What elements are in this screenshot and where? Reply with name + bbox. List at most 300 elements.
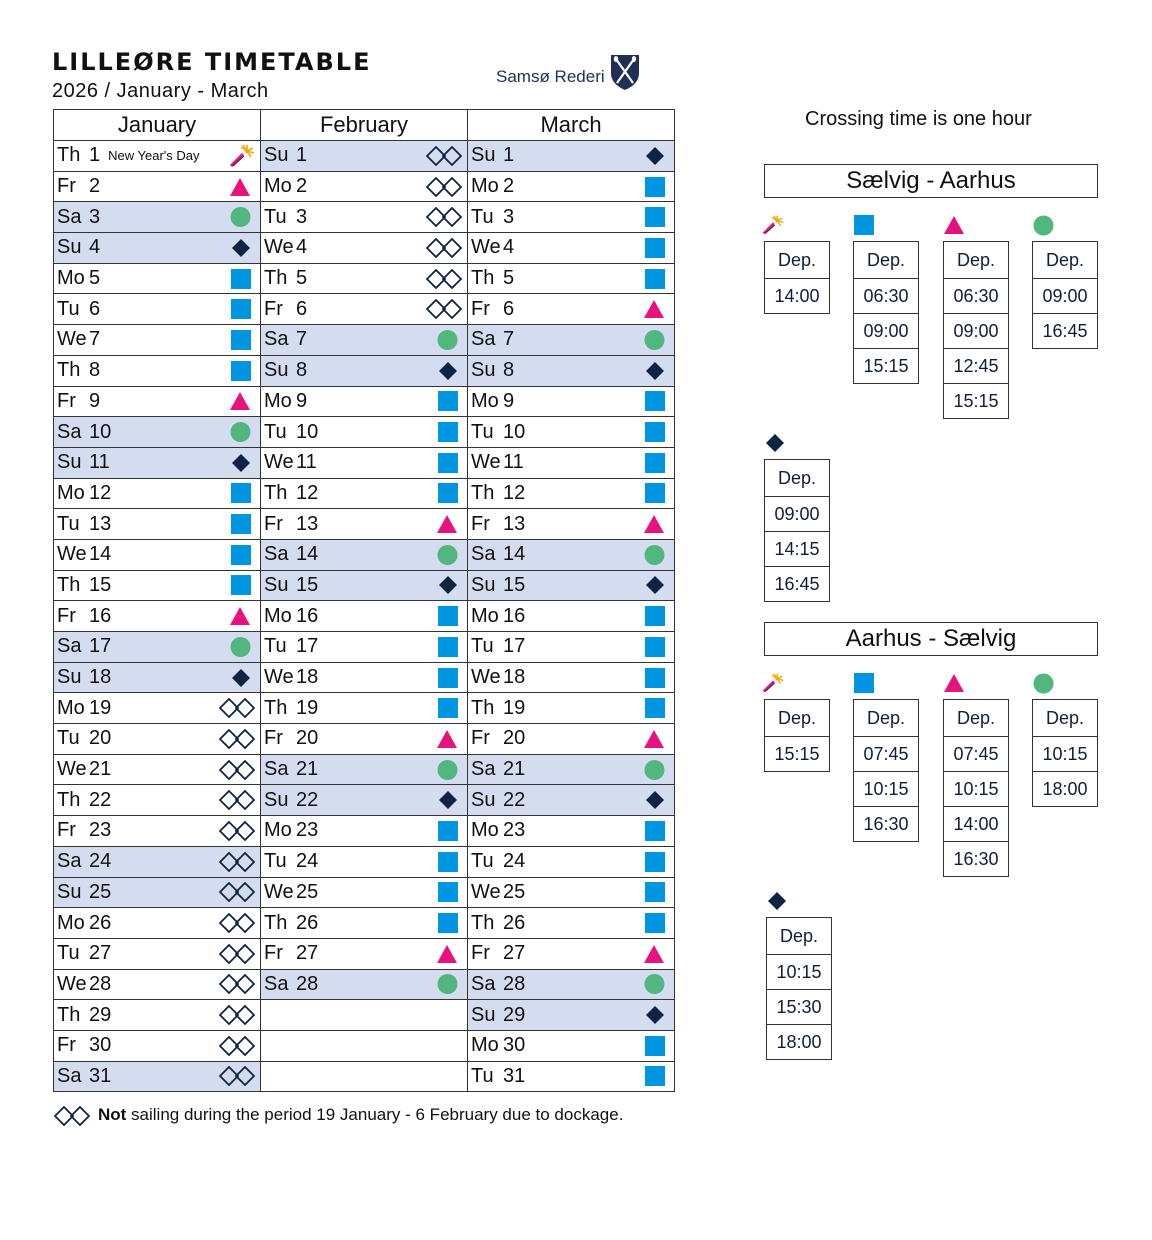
day-number: 19	[503, 696, 526, 719]
departure-time: 07:45	[854, 737, 919, 772]
day-number: 14	[296, 543, 319, 566]
not-sailing-icon	[219, 821, 255, 841]
departure-header: Dep.	[765, 460, 830, 497]
diamond-icon	[438, 361, 458, 381]
square-icon	[231, 361, 251, 381]
day-number: 16	[296, 604, 319, 627]
square-icon	[645, 1036, 665, 1056]
day-number: 22	[89, 788, 112, 811]
not-sailing-icon	[426, 177, 462, 197]
day-number: 4	[89, 236, 101, 259]
circle-icon	[644, 759, 665, 780]
square-icon	[645, 207, 665, 227]
weekday-label: Sa	[471, 758, 496, 781]
square-icon	[645, 668, 665, 688]
day-number: 24	[89, 850, 112, 873]
diamond-icon	[231, 453, 251, 473]
weekday-label: Fr	[471, 512, 490, 535]
departure-header: Dep.	[1033, 242, 1098, 279]
empty-day-cell	[261, 1030, 468, 1061]
day-number: 28	[503, 972, 526, 995]
square-icon	[645, 637, 665, 657]
weekday-label: We	[471, 880, 501, 903]
day-number: 23	[503, 819, 526, 842]
calendar-row	[54, 539, 675, 570]
day-cell	[54, 662, 261, 693]
triangle-icon	[229, 391, 251, 411]
calendar-row	[54, 570, 675, 601]
day-number: 16	[503, 604, 526, 627]
departure-time: 18:00	[767, 1025, 832, 1060]
departure-time: 16:45	[1033, 314, 1098, 349]
calendar-row	[54, 724, 675, 755]
triangle-icon	[643, 944, 665, 964]
day-number: 7	[296, 328, 308, 351]
departure-time: 14:00	[944, 807, 1009, 842]
day-cell	[468, 417, 675, 448]
departure-time: 15:30	[767, 990, 832, 1025]
day-number: 2	[89, 175, 101, 198]
day-number: 21	[503, 758, 526, 781]
day-cell	[468, 478, 675, 509]
square-icon	[645, 483, 665, 503]
weekday-label: Su	[264, 359, 289, 382]
day-cell	[54, 355, 261, 386]
day-cell	[468, 171, 675, 202]
weekday-label: Tu	[471, 205, 494, 228]
day-number: 6	[89, 297, 101, 320]
day-cell	[468, 141, 675, 172]
day-cell	[261, 202, 468, 233]
day-cell	[468, 202, 675, 233]
day-number: 22	[296, 788, 319, 811]
not-sailing-icon	[426, 207, 462, 227]
weekday-label: Tu	[57, 942, 80, 965]
departure-header: Dep.	[854, 242, 919, 279]
day-number: 28	[89, 972, 112, 995]
circle-icon	[644, 974, 665, 995]
day-number: 31	[89, 1064, 112, 1087]
day-number: 5	[89, 267, 101, 290]
weekday-label: Su	[471, 573, 496, 596]
weekday-label: Fr	[471, 727, 490, 750]
day-cell	[54, 417, 261, 448]
day-cell	[468, 386, 675, 417]
weekday-label: Th	[471, 267, 495, 290]
departure-time: 16:45	[765, 567, 830, 602]
weekday-label: Fr	[57, 604, 76, 627]
day-cell	[54, 816, 261, 847]
weekday-label: Su	[57, 666, 82, 689]
square-icon	[645, 852, 665, 872]
day-cell	[54, 447, 261, 478]
weekday-label: We	[57, 758, 87, 781]
day-cell	[468, 785, 675, 816]
day-number: 3	[89, 205, 101, 228]
weekday-label: Su	[57, 880, 82, 903]
fireworks-icon	[762, 214, 784, 236]
day-number: 3	[296, 205, 308, 228]
not-sailing-icon	[426, 269, 462, 289]
circle-icon	[437, 759, 458, 780]
day-cell	[468, 724, 675, 755]
departure-header: Dep.	[854, 700, 919, 737]
circle-icon	[644, 329, 665, 350]
calendar-row	[54, 662, 675, 693]
weekday-label: Tu	[264, 205, 287, 228]
weekday-label: Tu	[471, 635, 494, 658]
calendar-row	[54, 233, 675, 264]
day-cell	[468, 816, 675, 847]
departure-header: Dep.	[767, 918, 832, 955]
day-number: 17	[503, 635, 526, 658]
weekday-label: Mo	[264, 389, 292, 412]
weekday-label: Sa	[57, 1064, 82, 1087]
departure-header: Dep.	[765, 242, 830, 279]
day-cell	[261, 693, 468, 724]
day-number: 24	[503, 850, 526, 873]
weekday-label: Th	[471, 481, 495, 504]
departure-time: 06:30	[854, 279, 919, 314]
calendar-row	[54, 938, 675, 969]
weekday-label: Su	[264, 573, 289, 596]
brand-logo	[496, 53, 641, 96]
calendar-row	[54, 202, 675, 233]
day-number: 26	[89, 911, 112, 934]
weekday-label: Mo	[471, 1034, 499, 1057]
day-number: 17	[89, 635, 112, 658]
calendar-row	[54, 785, 675, 816]
square-icon	[438, 698, 458, 718]
day-cell	[261, 908, 468, 939]
departure-time: 14:00	[765, 279, 830, 314]
day-number: 5	[296, 267, 308, 290]
day-number: 13	[296, 512, 319, 535]
day-cell	[54, 141, 261, 172]
day-cell	[261, 417, 468, 448]
not-sailing-icon	[219, 882, 255, 902]
day-number: 18	[89, 666, 112, 689]
day-number: 12	[89, 481, 112, 504]
square-icon	[645, 422, 665, 442]
day-cell	[468, 662, 675, 693]
day-number: 25	[296, 880, 319, 903]
square-icon	[231, 545, 251, 565]
note-bold: Not	[98, 1105, 127, 1124]
weekday-label: We	[264, 666, 294, 689]
route-title: Sælvig - Aarhus	[764, 164, 1098, 198]
circle-icon	[437, 329, 458, 350]
fireworks-icon	[229, 144, 255, 168]
day-number: 20	[296, 727, 319, 750]
day-cell	[468, 908, 675, 939]
triangle-icon	[436, 944, 458, 964]
departure-header: Dep.	[944, 242, 1009, 279]
day-cell	[261, 171, 468, 202]
weekday-label: Su	[264, 788, 289, 811]
departure-time: 10:15	[854, 772, 919, 807]
not-sailing-icon	[54, 1106, 90, 1132]
square-icon	[645, 269, 665, 289]
day-number: 27	[296, 942, 319, 965]
square-icon	[645, 453, 665, 473]
weekday-label: Th	[264, 481, 288, 504]
day-cell	[261, 233, 468, 264]
calendar-row	[54, 908, 675, 939]
square-icon	[645, 606, 665, 626]
square-icon	[438, 453, 458, 473]
calendar-table	[53, 109, 675, 1092]
calendar-row	[54, 325, 675, 356]
day-cell	[261, 846, 468, 877]
weekday-label: Fr	[264, 727, 283, 750]
weekday-label: Tu	[471, 420, 494, 443]
page-title: LILLEØRE TIMETABLE	[52, 48, 372, 76]
day-cell	[261, 141, 468, 172]
square-icon	[853, 214, 875, 236]
weekday-label: Sa	[264, 972, 289, 995]
not-sailing-icon	[426, 299, 462, 319]
departure-time: 07:45	[944, 737, 1009, 772]
day-cell	[468, 846, 675, 877]
departure-table	[764, 699, 830, 772]
square-icon	[438, 821, 458, 841]
day-cell	[54, 539, 261, 570]
weekday-label: Mo	[471, 819, 499, 842]
day-number: 6	[503, 297, 515, 320]
weekday-label: Th	[264, 696, 288, 719]
day-cell	[261, 509, 468, 540]
day-cell	[54, 1061, 261, 1092]
square-icon	[438, 882, 458, 902]
day-cell	[261, 816, 468, 847]
day-number: 10	[89, 420, 112, 443]
departure-table	[1032, 699, 1098, 807]
day-cell	[261, 570, 468, 601]
day-number: 1	[503, 144, 515, 167]
departure-time: 16:30	[854, 807, 919, 842]
weekday-label: Mo	[264, 175, 292, 198]
day-cell	[54, 785, 261, 816]
diamond-icon	[231, 668, 251, 688]
square-icon	[645, 177, 665, 197]
crossing-time: Crossing time is one hour	[805, 108, 1032, 130]
departure-time: 09:00	[1033, 279, 1098, 314]
day-cell	[54, 509, 261, 540]
weekday-label: Sa	[264, 758, 289, 781]
day-cell	[54, 877, 261, 908]
square-icon	[438, 668, 458, 688]
day-cell	[261, 877, 468, 908]
square-icon	[231, 299, 251, 319]
square-icon	[231, 330, 251, 350]
day-cell	[54, 846, 261, 877]
weekday-label: We	[264, 451, 294, 474]
weekday-label: We	[57, 328, 87, 351]
weekday-label: Tu	[471, 850, 494, 873]
calendar-row	[54, 1030, 675, 1061]
not-sailing-icon	[219, 1066, 255, 1086]
not-sailing-icon	[219, 698, 255, 718]
weekday-label: Su	[471, 359, 496, 382]
holiday-label: New Year's Day	[108, 148, 200, 164]
diamond-icon	[645, 575, 665, 595]
not-sailing-icon	[219, 790, 255, 810]
day-cell	[261, 724, 468, 755]
weekday-label: Mo	[57, 481, 85, 504]
square-icon	[438, 483, 458, 503]
weekday-label: Th	[471, 911, 495, 934]
day-cell	[261, 938, 468, 969]
month-header-february: February	[261, 110, 468, 141]
day-cell	[468, 938, 675, 969]
day-cell	[54, 171, 261, 202]
weekday-label: Th	[57, 144, 81, 167]
triangle-icon	[943, 672, 965, 694]
calendar-row	[54, 632, 675, 663]
day-cell	[468, 969, 675, 1000]
weekday-label: Mo	[471, 604, 499, 627]
not-sailing-icon	[426, 146, 462, 166]
day-cell	[261, 754, 468, 785]
departure-time: 15:15	[765, 737, 830, 772]
day-number: 11	[296, 451, 317, 474]
day-cell	[468, 632, 675, 663]
square-icon	[231, 483, 251, 503]
day-number: 12	[296, 481, 319, 504]
departure-time: 09:00	[944, 314, 1009, 349]
square-icon	[438, 422, 458, 442]
diamond-icon	[231, 238, 251, 258]
departure-time: 10:15	[944, 772, 1009, 807]
departure-table	[764, 241, 830, 314]
day-number: 23	[89, 819, 112, 842]
circle-icon	[1032, 672, 1054, 694]
day-cell	[468, 877, 675, 908]
departure-table	[943, 241, 1009, 419]
day-number: 13	[503, 512, 526, 535]
day-number: 15	[89, 573, 112, 596]
departure-time: 06:30	[944, 279, 1009, 314]
day-cell	[261, 447, 468, 478]
day-number: 9	[503, 389, 515, 412]
square-icon	[438, 391, 458, 411]
square-icon	[438, 637, 458, 657]
day-cell	[468, 693, 675, 724]
weekday-label: Su	[264, 144, 289, 167]
weekday-label: Tu	[57, 297, 80, 320]
empty-day-cell	[261, 1061, 468, 1092]
not-sailing-icon	[219, 1036, 255, 1056]
day-cell	[54, 202, 261, 233]
calendar-row	[54, 386, 675, 417]
day-cell	[261, 355, 468, 386]
diamond-icon	[438, 575, 458, 595]
day-number: 20	[503, 727, 526, 750]
calendar-row	[54, 355, 675, 386]
day-number: 9	[89, 389, 101, 412]
weekday-label: Fr	[264, 942, 283, 965]
day-number: 8	[503, 359, 515, 382]
day-number: 19	[296, 696, 319, 719]
shield-icon	[609, 53, 641, 96]
weekday-label: Sa	[471, 972, 496, 995]
weekday-label: Th	[264, 267, 288, 290]
day-number: 30	[89, 1034, 112, 1057]
calendar-row	[54, 141, 675, 172]
day-number: 9	[296, 389, 308, 412]
day-number: 2	[503, 175, 515, 198]
circle-icon	[437, 974, 458, 995]
weekday-label: Th	[264, 911, 288, 934]
day-number: 29	[89, 1003, 112, 1026]
diamond-icon	[645, 146, 665, 166]
calendar-row	[54, 294, 675, 325]
calendar-row	[54, 1000, 675, 1031]
note-text: sailing during the period 19 January - 6 February due to dockage.	[126, 1105, 624, 1124]
day-cell	[261, 632, 468, 663]
calendar-row	[54, 509, 675, 540]
day-cell	[54, 632, 261, 663]
day-number: 15	[503, 573, 526, 596]
triangle-icon	[643, 299, 665, 319]
weekday-label: Th	[471, 696, 495, 719]
square-icon	[231, 575, 251, 595]
weekday-label: Tu	[264, 635, 287, 658]
day-cell	[261, 325, 468, 356]
day-cell	[54, 386, 261, 417]
not-sailing-icon	[219, 1005, 255, 1025]
circle-icon	[644, 544, 665, 565]
weekday-label: Tu	[471, 1064, 494, 1087]
day-number: 8	[296, 359, 308, 382]
day-cell	[54, 233, 261, 264]
weekday-label: We	[471, 666, 501, 689]
weekday-label: Th	[57, 573, 81, 596]
day-cell	[468, 1030, 675, 1061]
square-icon	[231, 514, 251, 534]
day-number: 16	[89, 604, 112, 627]
not-sailing-icon	[219, 944, 255, 964]
not-sailing-icon	[219, 852, 255, 872]
triangle-icon	[643, 514, 665, 534]
day-number: 28	[296, 972, 319, 995]
day-number: 13	[89, 512, 112, 535]
weekday-label: We	[57, 543, 87, 566]
departure-table	[766, 917, 832, 1060]
weekday-label: Sa	[57, 205, 82, 228]
day-number: 5	[503, 267, 515, 290]
diamond-icon	[438, 790, 458, 810]
departure-table	[853, 241, 919, 384]
day-cell	[54, 294, 261, 325]
departure-table	[853, 699, 919, 842]
day-number: 8	[89, 359, 101, 382]
weekday-label: Sa	[264, 328, 289, 351]
calendar-row	[54, 693, 675, 724]
day-cell	[54, 754, 261, 785]
day-cell	[468, 355, 675, 386]
triangle-icon	[229, 177, 251, 197]
departure-table	[943, 699, 1009, 877]
weekday-label: Fr	[471, 942, 490, 965]
weekday-label: Tu	[264, 420, 287, 443]
fireworks-icon	[762, 672, 784, 694]
day-cell	[54, 1000, 261, 1031]
weekday-label: We	[57, 972, 87, 995]
weekday-label: Tu	[264, 850, 287, 873]
day-cell	[468, 754, 675, 785]
